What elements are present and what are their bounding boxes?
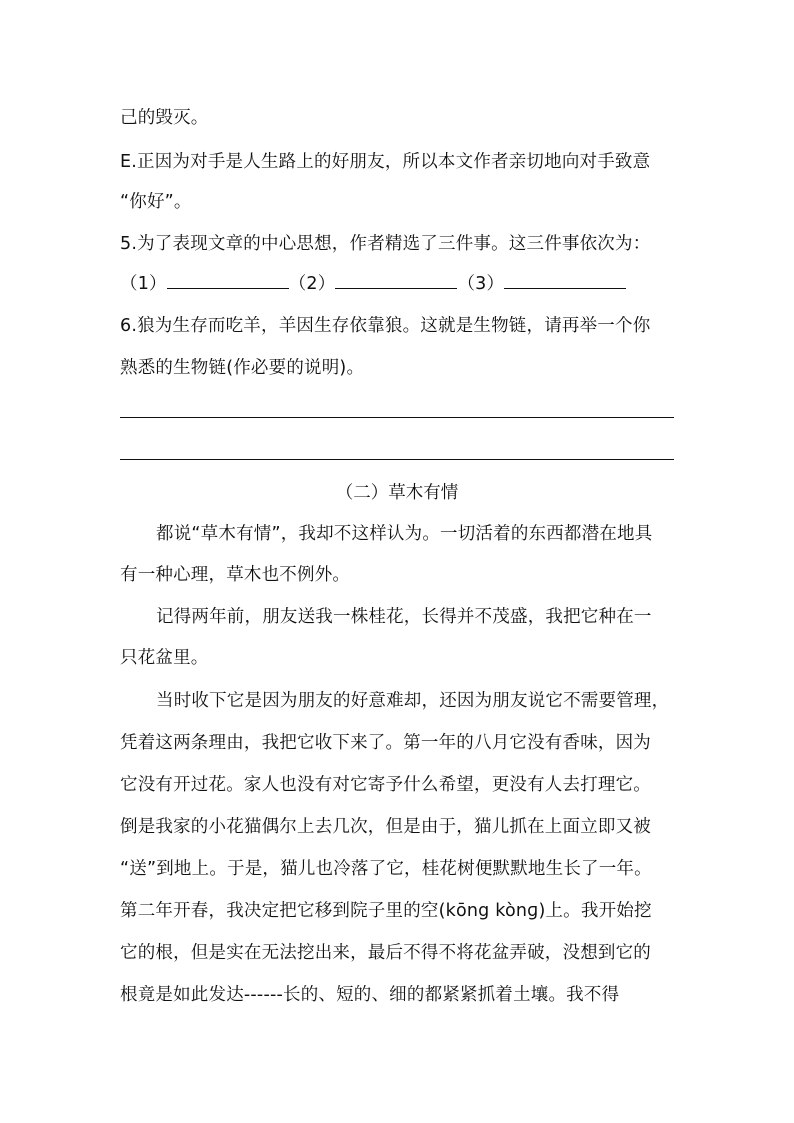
paragraph-line: 第二年开春，我决定把它移到院子里的空(kōng kònɡ)上。我开始挖 <box>120 901 652 921</box>
paragraph-line: 记得两年前，朋友送我一株桂花，长得并不茂盛，我把它种在一 <box>156 607 652 627</box>
paragraph-line: 倒是我家的小花猫偶尔上去几次，但是由于，猫儿抓在上面立即又被 <box>120 817 651 837</box>
q4-tail-text: 己的毁灭。 <box>120 108 209 128</box>
paragraph-line: 有一种心理，草木也不例外。 <box>120 565 351 585</box>
question-5-answer-row <box>120 272 626 296</box>
option-e-line-1: E.正因为对手是人生路上的好朋友，所以本文作者亲切地向对手致意 <box>120 152 651 172</box>
paragraph-line: 凭着这两条理由，我把它收下来了。第一年的八月它没有香味，因为 <box>120 733 651 753</box>
section-title: （二）草木有情 <box>335 483 459 503</box>
blank-label-1: （1） <box>120 274 167 294</box>
question-6-line-1: 6.狼为生存而吃羊，羊因生存依靠狼。这就是生物链，请再举一个你 <box>120 316 651 336</box>
question-5-prompt: 5.为了表现文章的中心思想，作者精选了三件事。这三件事依次为： <box>120 234 651 254</box>
option-e-line-2: “你好”。 <box>120 192 192 212</box>
paragraph-line: 根竟是如此发达------长的、短的、细的都紧紧抓着土壤。我不得 <box>120 985 620 1005</box>
answer-line-2[interactable] <box>120 459 674 460</box>
answer-blank-1[interactable] <box>167 274 289 289</box>
paragraph-line: 都说“草木有情”，我却不这样认为。一切活着的东西都潜在地具 <box>156 524 653 544</box>
paragraph-line: 当时收下它是因为朋友的好意难却，还因为朋友说它不需要管理， <box>156 691 670 711</box>
blank-label-3: （3） <box>457 274 505 294</box>
question-6-line-2: 熟悉的生物链(作必要的说明)。 <box>120 358 365 378</box>
blank-label-2: （2） <box>288 274 336 294</box>
answer-blank-3[interactable] <box>504 274 626 289</box>
paragraph-line: “送”到地上。于是，猫儿也冷落了它，桂花树便默默地生长了一年。 <box>120 859 652 879</box>
paragraph-line: 它的根，但是实在无法挖出来，最后不得不将花盆弄破，没想到它的 <box>120 943 651 963</box>
answer-blank-2[interactable] <box>335 274 457 289</box>
answer-line-1[interactable] <box>120 417 674 418</box>
paragraph-line: 只花盆里。 <box>120 648 209 668</box>
paragraph-line: 它没有开过花。家人也没有对它寄予什么希望，更没有人去打理它。 <box>120 775 651 795</box>
